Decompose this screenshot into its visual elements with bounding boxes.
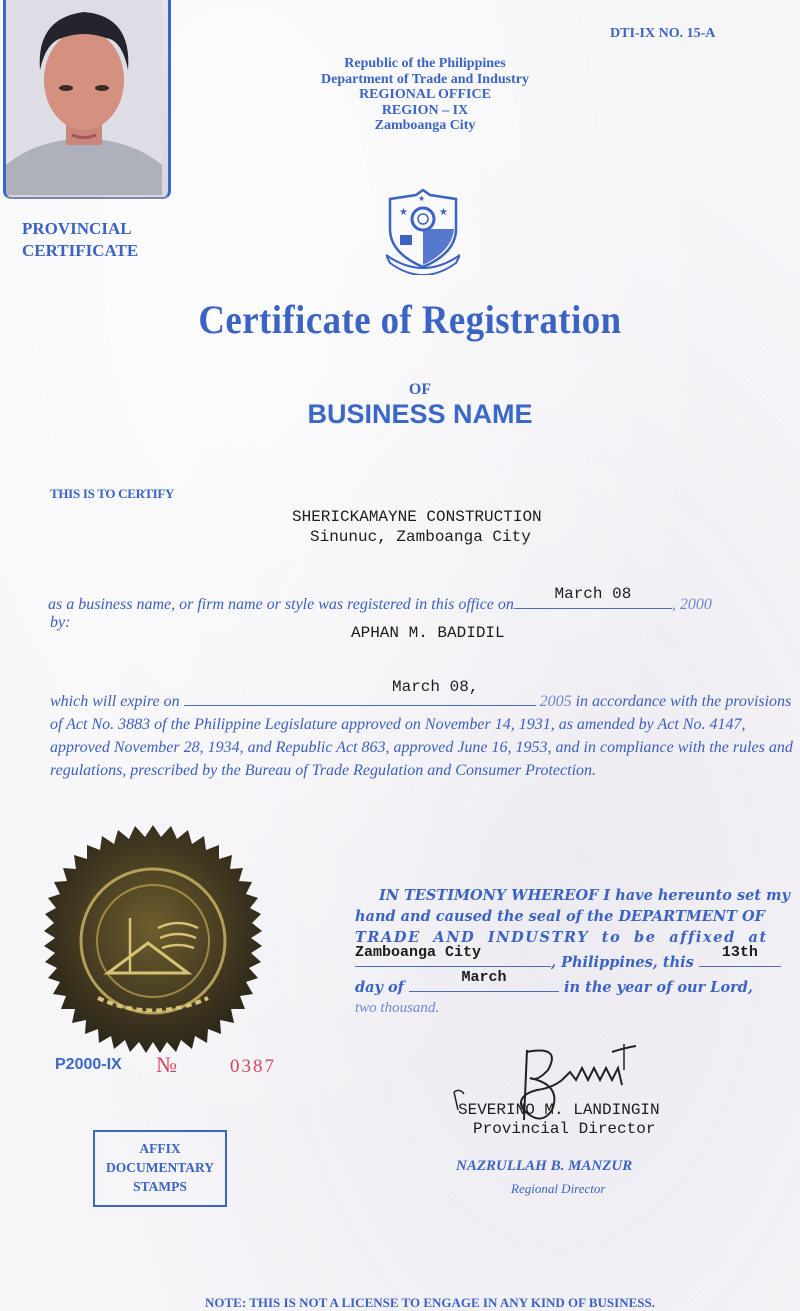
registration-year: , 2000 bbox=[671, 596, 712, 613]
testimony-place: Zamboanga City bbox=[355, 944, 482, 961]
stamp-box-line1: AFFIX bbox=[139, 1141, 181, 1156]
expire-tail: in accordance with the bbox=[571, 693, 722, 710]
certify-label: THIS IS TO CERTIFY bbox=[50, 486, 175, 501]
testimony-month-field bbox=[409, 969, 559, 992]
expire-date-field bbox=[184, 691, 536, 706]
header-republic: Republic of the Philippines bbox=[344, 56, 506, 71]
testimony-clause bbox=[355, 885, 800, 1019]
stamp-box-line2: DOCUMENTARY bbox=[105, 1160, 215, 1175]
certificate-subtitle: BUSINESS NAME bbox=[307, 399, 533, 429]
serial-prefix: P2000-IX bbox=[55, 1056, 122, 1073]
title-of: OF bbox=[408, 381, 432, 398]
registration-line bbox=[48, 585, 712, 614]
number-sign: № bbox=[156, 1052, 177, 1077]
applicant-photo bbox=[3, 0, 171, 199]
header-regional-office: REGIONAL OFFICE bbox=[359, 87, 491, 102]
svg-text:★: ★ bbox=[439, 207, 448, 218]
expire-date: March 08, bbox=[392, 678, 479, 696]
certificate-type-line2: CERTIFICATE bbox=[22, 241, 139, 260]
serial-number: 0387 bbox=[230, 1056, 276, 1077]
regional-director-name: NAZRULLAH B. MANZUR bbox=[456, 1158, 633, 1174]
testimony-line3: TRADE AND INDUSTRY to be affixed at bbox=[355, 929, 768, 946]
testimony-year-words: two thousand. bbox=[355, 1000, 440, 1016]
testimony-line1: IN TESTIMONY WHEREOF I have hereunto set my bbox=[379, 887, 790, 904]
registration-date: March 08 bbox=[554, 585, 632, 603]
testimony-day-field bbox=[699, 944, 781, 967]
certificate-type bbox=[22, 218, 138, 262]
certificate-type-line1: PROVINCIAL bbox=[22, 219, 132, 238]
header-region: REGION – IX bbox=[381, 102, 469, 118]
provincial-director-name: SEVERINO M. LANDINGIN bbox=[458, 1101, 660, 1119]
documentary-stamps-box bbox=[93, 1130, 227, 1207]
testimony-month-tail: in the year of our Lord, bbox=[564, 979, 753, 996]
coat-of-arms-icon bbox=[386, 189, 460, 275]
legal-text: provisions of Act No. 3883 of the Philippine Legislature approved on November 14, 1931, as amended by Act No. 4147, approved November 28, 1934, and Republic Act 863, approved June 16, 1953, and in compliance with the rules and regulations, prescribed by the Bureau of Trade Regulation and Consumer Protection. bbox=[50, 693, 793, 779]
header-city: Zamboanga City bbox=[374, 118, 476, 133]
testimony-place-tail: , Philippines, this bbox=[551, 954, 694, 971]
form-code: DTI-IX NO. 15-A bbox=[610, 26, 716, 41]
testimony-day-of-label: day of bbox=[355, 979, 404, 996]
regional-director-title: Regional Director bbox=[511, 1181, 606, 1196]
provincial-director-title: Provincial Director bbox=[473, 1120, 656, 1138]
certificate-title: Certificate of Registration bbox=[198, 297, 622, 342]
svg-text:★: ★ bbox=[399, 207, 408, 218]
registrant-name: APHAN M. BADIDIL bbox=[351, 624, 505, 642]
license-note: NOTE: THIS IS NOT A LICENSE TO ENGAGE IN ANY KIND OF BUSINESS. bbox=[205, 1295, 655, 1310]
registration-date-field bbox=[514, 585, 672, 609]
expire-year: 2005 bbox=[539, 693, 572, 710]
testimony-month: March bbox=[461, 969, 507, 986]
business-name: SHERICKAMAYNE CONSTRUCTION bbox=[292, 508, 542, 526]
header-department: Department of Trade and Industry bbox=[321, 71, 529, 87]
registration-text: as a business name, or firm name or style was registered in this office on bbox=[48, 596, 514, 613]
svg-text:★: ★ bbox=[418, 194, 426, 203]
testimony-place-field bbox=[355, 944, 551, 967]
testimony-day: 13th bbox=[721, 944, 758, 961]
gold-seal-icon bbox=[38, 823, 268, 1053]
by-label: by: bbox=[50, 614, 71, 631]
expire-label: which will expire on bbox=[50, 693, 180, 710]
legal-paragraph bbox=[50, 690, 798, 782]
stamp-box-line3: STAMPS bbox=[133, 1179, 187, 1194]
testimony-line2: hand and caused the seal of the DEPARTMENT OF bbox=[355, 908, 765, 925]
business-address: Sinunuc, Zamboanga City bbox=[310, 528, 531, 546]
issuing-office-header bbox=[290, 56, 560, 134]
